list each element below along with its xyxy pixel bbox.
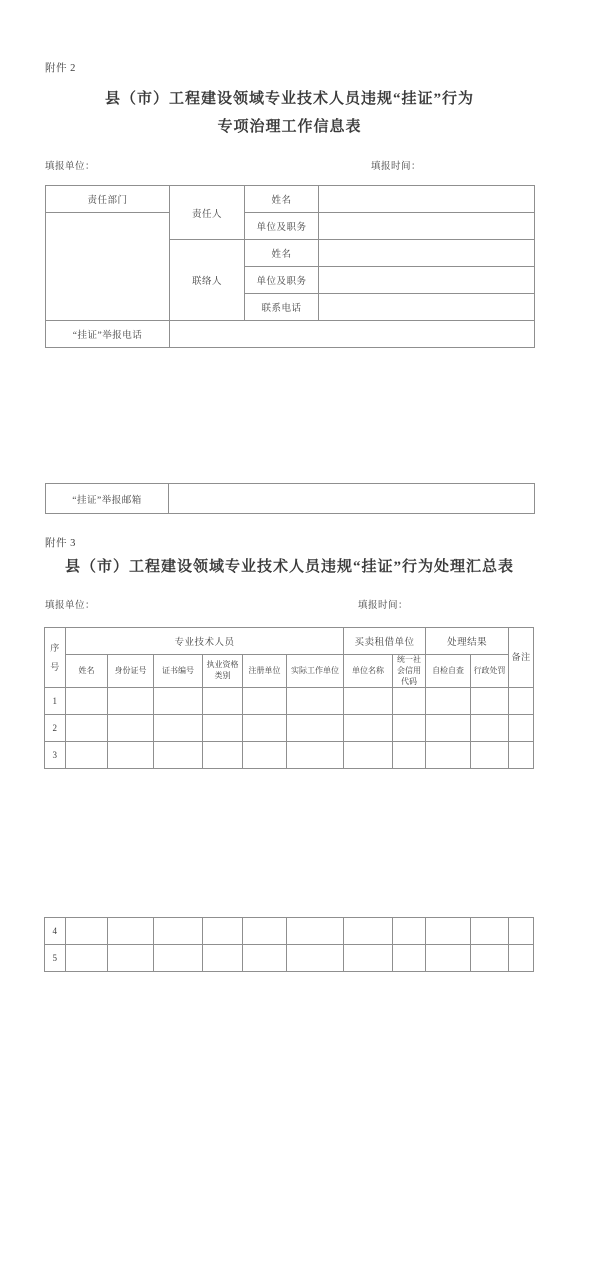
empty-cell [243, 945, 287, 972]
field-label-name: 姓名 [245, 186, 319, 213]
attachment2-title [45, 85, 534, 141]
report-phone-value-cell [170, 321, 535, 348]
empty-cell [203, 742, 243, 769]
empty-cell [108, 688, 154, 715]
attachment2-title-line1: 县（市）工程建设领域专业技术人员违规“挂证”行为 [104, 91, 474, 107]
sub-header-self-inspection: 自检自查 [426, 655, 471, 688]
empty-cell [344, 715, 393, 742]
field-label-phone: 联系电话 [245, 294, 319, 321]
empty-cell [471, 945, 509, 972]
liaison-phone-value-cell [319, 294, 535, 321]
sub-header-name: 姓名 [66, 655, 108, 688]
sub-header-qualification-type: 执业资格类别 [203, 655, 243, 688]
empty-cell [243, 688, 287, 715]
empty-cell [203, 918, 243, 945]
empty-cell [108, 715, 154, 742]
empty-cell [471, 918, 509, 945]
empty-cell [509, 918, 534, 945]
empty-cell [108, 945, 154, 972]
empty-cell [344, 918, 393, 945]
empty-cell [66, 918, 108, 945]
empty-cell [287, 688, 344, 715]
empty-cell [108, 742, 154, 769]
row-number: 3 [45, 742, 66, 769]
attachment2-info-table [45, 185, 535, 348]
empty-cell [66, 945, 108, 972]
attachment3-summary-table [44, 627, 534, 769]
sub-header-actual-work-unit: 实际工作单位 [287, 655, 344, 688]
responsible-dept-header: 责任部门 [46, 186, 170, 213]
empty-cell [471, 742, 509, 769]
field-label-name2: 姓名 [245, 240, 319, 267]
empty-cell [393, 715, 426, 742]
empty-cell [426, 742, 471, 769]
empty-cell [471, 715, 509, 742]
responsible-unit-value-cell [319, 213, 535, 240]
empty-cell [287, 918, 344, 945]
group-header-result: 处理结果 [426, 628, 509, 655]
sub-header-admin-penalty: 行政处罚 [471, 655, 509, 688]
responsible-name-value-cell [319, 186, 535, 213]
empty-cell [243, 742, 287, 769]
empty-cell [426, 715, 471, 742]
empty-cell [344, 742, 393, 769]
attachment3-label: 附件 3 [45, 538, 76, 549]
row-number: 5 [45, 945, 66, 972]
attachment2-report-unit-label: 填报单位： [45, 162, 96, 172]
empty-cell [243, 918, 287, 945]
attachment3-report-unit-label: 填报单位： [45, 601, 96, 611]
empty-cell [344, 945, 393, 972]
sub-header-id-number: 身份证号 [108, 655, 154, 688]
empty-cell [66, 715, 108, 742]
sub-header-unit-name: 单位名称 [344, 655, 393, 688]
empty-cell [287, 945, 344, 972]
note-column-header: 备注 [509, 628, 534, 688]
attachment2-title-line2: 专项治理工作信息表 [217, 119, 362, 135]
sub-header-cert-number: 证书编号 [154, 655, 203, 688]
report-email-value-cell [169, 484, 535, 514]
responsible-dept-value-cell [46, 213, 170, 321]
liaison-name-value-cell [319, 240, 535, 267]
attachment2-label: 附件 2 [45, 63, 76, 74]
empty-cell [509, 688, 534, 715]
sub-header-credit-code: 统一社会信用代码 [393, 655, 426, 688]
responsible-person-header: 责任人 [170, 186, 245, 240]
field-label-unit-position2: 单位及职务 [245, 267, 319, 294]
attachment3-summary-table-continued [44, 917, 534, 972]
report-email-header: “挂证”举报邮箱 [46, 484, 169, 514]
attachment3-report-time-label: 填报时间： [358, 601, 409, 611]
empty-cell [154, 715, 203, 742]
empty-cell [108, 918, 154, 945]
row-number: 2 [45, 715, 66, 742]
attachment2-report-time-label: 填报时间： [371, 162, 422, 172]
index-column-header: 序号 [45, 628, 66, 688]
empty-cell [154, 742, 203, 769]
attachment3-title: 县（市）工程建设领域专业技术人员违规“挂证”行为处理汇总表 [64, 559, 514, 575]
empty-cell [287, 715, 344, 742]
field-label-unit-position: 单位及职务 [245, 213, 319, 240]
empty-cell [471, 688, 509, 715]
empty-cell [426, 688, 471, 715]
empty-cell [154, 688, 203, 715]
empty-cell [287, 742, 344, 769]
empty-cell [393, 688, 426, 715]
empty-cell [426, 945, 471, 972]
empty-cell [344, 688, 393, 715]
group-header-trading-unit: 买卖租借单位 [344, 628, 426, 655]
empty-cell [393, 918, 426, 945]
empty-cell [154, 918, 203, 945]
empty-cell [66, 742, 108, 769]
attachment2-email-table [45, 483, 535, 514]
empty-cell [66, 688, 108, 715]
empty-cell [393, 945, 426, 972]
row-number: 4 [45, 918, 66, 945]
empty-cell [509, 945, 534, 972]
report-phone-header: “挂证”举报电话 [46, 321, 170, 348]
empty-cell [203, 688, 243, 715]
group-header-professionals: 专业技术人员 [66, 628, 344, 655]
empty-cell [426, 918, 471, 945]
liaison-unit-value-cell [319, 267, 535, 294]
empty-cell [203, 945, 243, 972]
empty-cell [154, 945, 203, 972]
empty-cell [509, 715, 534, 742]
empty-cell [393, 742, 426, 769]
empty-cell [509, 742, 534, 769]
sub-header-registered-unit: 注册单位 [243, 655, 287, 688]
liaison-person-header: 联络人 [170, 240, 245, 321]
empty-cell [243, 715, 287, 742]
empty-cell [203, 715, 243, 742]
row-number: 1 [45, 688, 66, 715]
